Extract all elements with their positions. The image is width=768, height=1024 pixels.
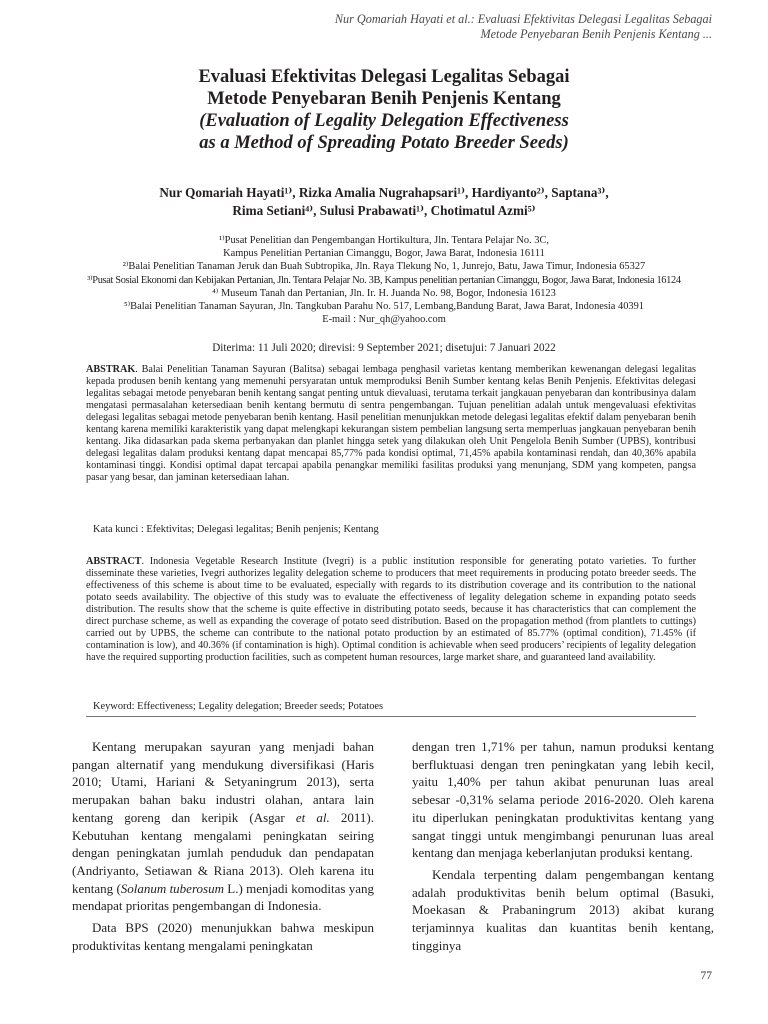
received-dates: Diterima: 11 Juli 2020; direvisi: 9 September 2021; disetujui: 7 Januari 2022 xyxy=(212,342,556,354)
title-id-line-2: Metode Penyebaran Benih Penjenis Kentang xyxy=(207,89,561,109)
body-paragraph xyxy=(72,738,374,915)
title-en-line-2: as a Method of Spreading Potato Breeder Seeds) xyxy=(199,133,569,153)
authors-line-2: Rima Setiani⁴⁾, Sulusi Prabawati¹⁾, Chotimatul Azmi⁵⁾ xyxy=(232,203,536,218)
abstrak-text: . Balai Penelitian Tanaman Sayuran (Balitsa) sebagai lembaga penghasil varietas kentang memberikan kewenangan delegasi legalitas kepada produsen benih kentang yang memenuhi persyaratan untuk memproduksi Benih Sumber kentang kelas Benih Penjenis. Efektivitas delegasi legalitas sebagai metode penyebaran benih kentang sangat penting untuk dievaluasi, terutama terkait jangkauan penyebaran dan kontribusinya dalam mengatasi permasalahan ketersediaan benih kentang bermutu di sentra pengembangan. Tujuan penelitian adalah untuk mengevaluasi efektivitas delegasi legalitas sebagai metode penyebaran benih kentang. Hasil penelitian menunjukkan metode delegasi legalitas efektif dalam penyebaran benih kentang karena memiliki karakteristik yang dapat melengkapi kekurangan sistem pembelian langsung serta memperluas jangkauan penyebaran benih kentang. Jika didasarkan pada skema perbanyakan dan planlet hingga setek yang dilakukan oleh Unit Pengelola Benih Sumber (UPBS), kontribusi delegasi legalitas dalam produksi kentang dapat mencapai 85,77% pada kondisi optimal, 71,45% apabila kontaminasi rendah, dan 40,36% apabila kontaminasi tinggi. Kondisi optimal dapat tercapai apabila penangkar memiliki fasilitas produksi yang menunjang, SDM yang kompeten, pangsa pasar yang besar, dan jaminan ketersediaan lahan. xyxy=(86,364,696,484)
section-divider xyxy=(86,716,696,717)
abstract-text: . Indonesia Vegetable Research Institute (Ivegri) is a public institution responsible for generating potato varieties. To further disseminate these varieties, Ivegri authorizes legality delegation scheme to producers that meet requirements in producing potato breeder seeds. The effectiveness of this scheme is about time to be evaluated, especially with regards to its distribution coverage and its contribution to the national potato seeds availability. The objective of this study was to evaluate the effectiveness of legality delegation scheme in expanding potato seeds distribution. The results show that the scheme is quite effective in distributing potato seeds, because it has characteristics that can complement the direct purchase scheme, as well as expanding the coverage of potato seed distribution. Based on the propagation method (from plantlets to cuttings) carried out by UPBS, the scheme can contribute to the national potato production by an estimated of 85.77% (optimal condition), 71.45% (if contamination is low), and 40.36% (if contamination is high). Optimal condition is achievable when seed producers’ recipients of legality delegation have the required supporting production facilities, such as competent human resources, large market share, and guaranteed land availability. xyxy=(86,556,696,664)
affiliation-line: ¹⁾Pusat Penelitian dan Pengembangan Hortikultura, Jln. Tentara Pelajar No. 3C, xyxy=(219,235,549,246)
body-text: Kentang merupakan sayuran yang menjadi bahan pangan alternatif yang mendukung diversifikasi (Haris 2010; Utami, Hariani & Setyaningrum 2013), serta merupakan bahan baku industri olahan, antara lain kentang goreng dan keripik (Asgar xyxy=(72,739,374,825)
authors-line-1: Nur Qomariah Hayati¹⁾, Rizka Amalia Nugrahapsari¹⁾, Hardiyanto²⁾, Saptana³⁾, xyxy=(159,185,609,200)
body-column-left xyxy=(72,738,374,954)
affiliations xyxy=(0,234,768,326)
author-list xyxy=(0,184,768,220)
affiliation-line: Kampus Penelitian Pertanian Cimanggu, Bogor, Jawa Barat, Indonesia 16111 xyxy=(223,248,545,260)
body-paragraph: Kendala terpenting dalam pengembangan kentang adalah produktivitas benih belum optimal (Basuki, Moekasan & Prabaningrum 2013) akibat kurang terjaminnya kualitas dan kuantitas benih kentang, tingginya xyxy=(412,866,714,953)
page-number: 77 xyxy=(700,970,712,982)
article-title xyxy=(0,66,768,154)
body-column-right xyxy=(412,738,714,954)
affiliation-line: ⁴⁾ Museum Tanah dan Pertanian, Jln. Ir. H. Juanda No. 98, Bogor, Indonesia 16123 xyxy=(212,287,556,299)
keywords: Keyword: Effectiveness; Legality delegation; Breeder seeds; Potatoes xyxy=(93,701,384,712)
affiliation-line: ³⁾Pusat Sosial Ekonomi dan Kebijakan Pertanian, Jln. Tentara Pelajar No. 3B, Kampus penelitian pertanian Cimanggu, Bogor, Jawa Barat, Indonesia 16124 xyxy=(87,274,681,286)
species-name: Solanum tuberosum xyxy=(120,880,224,896)
body-paragraph: dengan tren 1,71% per tahun, namun produksi kentang berfluktuasi dengan tren peningkatan yang lebih kecil, yaitu 1,40% per tahun akibat penurunan luas areal sebesar -0,31% selama periode 2016-2020. Oleh karena itu diperlukan peningkatan produktivitas kentang yang sangat tinggi untuk mengimbangi penurunan luas areal kentang dan menjaga keberlanjutan produksi kentang. xyxy=(412,739,714,861)
title-id-line-1: Evaluasi Efektivitas Delegasi Legalitas Sebagai xyxy=(198,67,570,87)
running-head-line-2: Metode Penyebaran Benih Penjenis Kentang ... xyxy=(480,27,712,41)
title-en-line-1: (Evaluation of Legality Delegation Effectiveness xyxy=(199,111,569,131)
running-head-line-1: Nur Qomariah Hayati et al.: Evaluasi Efektivitas Delegasi Legalitas Sebagai xyxy=(334,12,712,26)
affiliation-line: ²⁾Balai Penelitian Tanaman Jeruk dan Buah Subtropika, Jln. Raya Tlekung No, 1, Junrejo, Batu, Jawa Timur, Indonesia 65327 xyxy=(122,261,646,273)
running-head xyxy=(192,12,712,42)
abstract-paragraph xyxy=(86,556,696,664)
body-text: L.) menjadi komoditas yang mendapat prioritas pengembangan di Indonesia. xyxy=(72,880,374,914)
affiliation-line: ⁵⁾Balai Penelitian Tanaman Sayuran, Jln. Tangkuban Parahu No. 517, Lembang,Bandung Barat, Jawa Barat, Indonesia 40391 xyxy=(124,301,644,313)
kata-kunci: Kata kunci : Efektivitas; Delegasi legalitas; Benih penjenis; Kentang xyxy=(93,524,379,535)
email-line: E-mail : Nur_qh@yahoo.com xyxy=(322,314,446,326)
abstrak-paragraph xyxy=(86,364,696,484)
body-paragraph: Data BPS (2020) menunjukkan bahwa meskipun produktivitas kentang mengalami peningkatan xyxy=(72,920,374,953)
abstrak-label: ABSTRAK xyxy=(86,364,136,375)
body-text: 2011). Kebutuhan kentang mengalami peningkatan seiring dengan peningkatan jumlah penduduk dan pendapatan (Andriyanto, Setiawan & Riana 2013). Oleh karena itu kentang ( xyxy=(72,809,374,896)
abstract-label: ABSTRACT xyxy=(86,556,142,567)
body-text-italic: et al. xyxy=(295,809,330,825)
